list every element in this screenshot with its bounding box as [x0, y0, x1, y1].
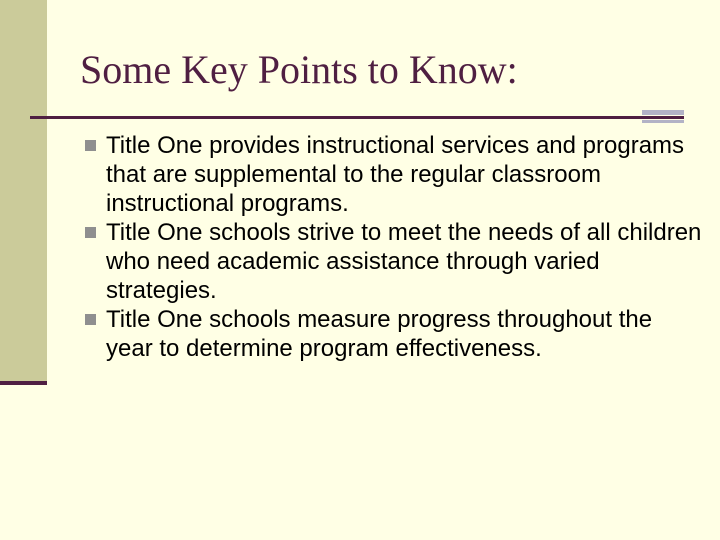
bullet-text: Title One schools measure progress throughout the year to determine program effectiveness. [106, 306, 653, 362]
bullet-text: Title One schools strive to meet the needs of all children who need academic assistance through varied strategies. [106, 219, 702, 304]
bullet-item [84, 131, 704, 218]
left-accent-band [0, 0, 47, 383]
bullet-list [84, 131, 704, 363]
divider-accent-bar-bottom [642, 120, 684, 123]
square-bullet-icon [85, 314, 96, 325]
bullet-item [84, 218, 704, 305]
square-bullet-icon [85, 227, 96, 238]
bullet-item [84, 305, 704, 363]
title-divider [30, 116, 642, 119]
square-bullet-icon [85, 140, 96, 151]
left-accent-band-rule [0, 381, 47, 385]
slide-title: Some Key Points to Know: [80, 47, 518, 92]
bullet-text: Title One provides instructional services and programs that are supplemental to the regular classroom instructional programs. [106, 132, 685, 217]
divider-accent-bar-middle [642, 116, 684, 119]
title-divider-accent [642, 110, 684, 123]
divider-accent-bar-top [642, 110, 684, 115]
